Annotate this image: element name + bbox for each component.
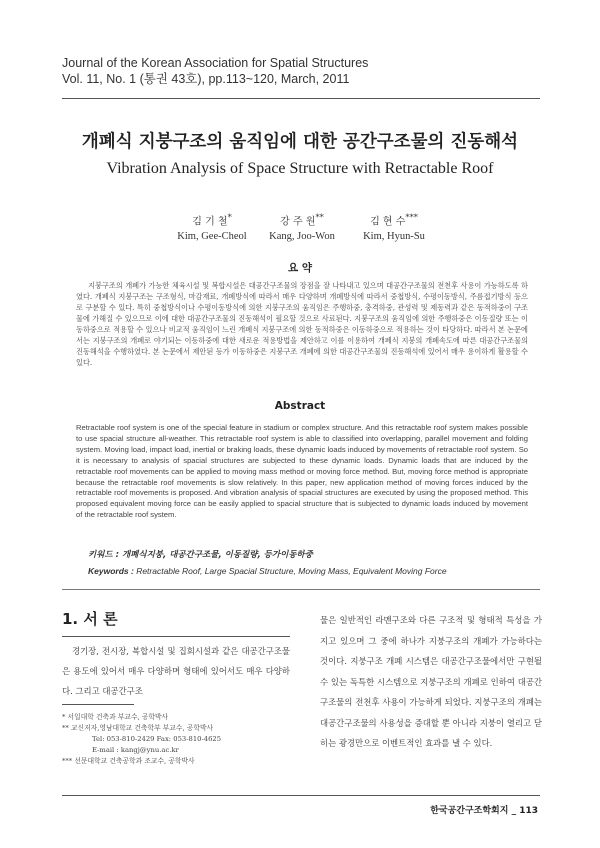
footnote-1: * 서일대학 건축과 부교수, 공학박사: [62, 713, 169, 721]
section-divider: [62, 589, 540, 590]
header-rule: [62, 98, 540, 99]
footnote-2-tel: Tel: 053-810-2429 Fax: 053-810-4625: [92, 735, 222, 743]
author-2-name-ko: 강 주 원: [280, 216, 316, 228]
keywords-block: [88, 547, 538, 579]
abstract-korean: 지붕구조의 개폐가 가능한 체육시설 및 복합시설은 대공간구조물의 장점을 잘 나타내고 있으며 대공간구조물의 전천후 사용이 가능하도록 하였다. 개폐식 지붕구조는 구조형식, 마감재료, 개폐방식에 따라서 매우 다양하며 개폐방식에 따라서 중첩방식, 수평이동방식, 주름접기방식 등으로 구분할 수 있다. 특히 중첩방식이나 수평이동방식에 의한 지붕구조의 움직임은 주행하중, 충격하중, 관성력 및 제동력과 같은 동적하중이 구조물에 가해질 수 있으므로 이에 대한 대공간구조물의 진동해석이 필요할 것으로 사료된다. 지붕구조의 움직임에 의한 주행하중은 이동질량 또는 이동하중으로 적용할 수 있으나 비교적 움직임이 느린 개폐식 지붕구조에 의한 동적하중은 이동하중으로 적용하는 것이 타당하다. 따라서 본 논문에서는 지붕구조의 개폐로 야기되는 이동하중에 대한 새로운 적용방법을 제안하고 이를 이용하여 개폐식 지붕의 개폐속도에 따른 대공간구조물의 진동해석을 수행하였다. 본 논문에서 제안된 등가 이동하중은 지붕구조 개폐에 의한 대공간구조물의 진동해석에 있어서 매우 용이하게 활용할 수 있다.: [76, 281, 528, 367]
keywords-en-label: Keywords :: [88, 566, 137, 576]
author-3-name-ko: 김 현 수: [370, 216, 406, 228]
journal-header: [62, 55, 542, 87]
body-column-right: 물은 일반적인 라멘구조와 다른 구조적 및 형태적 특성을 가지고 있으며 그 중에 하나가 지붕구조의 개폐가 가능하다는 것이다. 지붕구조 개폐 시스템은 대공간구조물에서만 구현될 수 있는 독특한 시스템으로 지붕구조의 개폐로 인하여 대공간구조물의 전천후 사용이 가능하게 되었다. 지붕구조의 개폐는 대공간구조물의 사용성을 증대할 뿐 아니라 지붕이 열리고 닫히는 광경만으로 이벤트적인 효과를 낼 수 있다.: [320, 615, 542, 748]
section-1-heading: 1. 서 론: [62, 610, 118, 628]
abstract-english: Retractable roof system is one of the special feature in stadium or complex structure. And this retractable roof system makes possible to use spacial structure all-weather. This retractable roof system is able to classified into overlapping, parallel movement and folding system. Moving load, impact load, inertial or braking loads, these dynamic loads induced by movements of retractable roof system. So it is necessary to analysis of spacial structures are subjected to these dynamic loads. Dynamic loads that are induced by the retractable roof movements can be applied to moving mass method or moving force method. But, moving force method is appropriate because the retractable roof movements is slow relatively. In this paper, new application method of moving forces induced by the retractable roof movements is proposed. And vibration analysis of spacial structures are executed by using the proposed method. This proposed equivalent moving force can be easily applied to spacial structure that is subjected to dynamic loads induced by movement of the retractable roof system.: [76, 423, 528, 520]
author-3: [334, 210, 454, 244]
footnote-2-email: E-mail : kangj@ynu.ac.kr: [92, 746, 179, 754]
keywords-english: [88, 563, 538, 579]
journal-citation: Vol. 11, No. 1 (통권 43호), pp.113~120, March, 2011: [62, 72, 350, 86]
abstract-en-heading: Abstract: [274, 400, 326, 412]
page-footer: 한국공간구조학회지 _ 113: [430, 806, 538, 816]
author-list: [0, 210, 600, 246]
title-english: Vibration Analysis of Space Structure with Retractable Roof: [106, 160, 494, 177]
keywords-ko-values: 개폐식지붕, 대공간구조물, 이동질량, 등가이동하중: [121, 550, 313, 560]
body-column-left: 경기장, 전시장, 복합시설 및 집회시설과 같은 대공간구조물은 용도에 있어서 매우 다양하며 형태에 있어서도 매우 다양하다. 그리고 대공간구조: [62, 646, 290, 696]
footnote-rule: [62, 704, 134, 705]
author-1-mark: *: [227, 212, 232, 222]
author-3-name-en: Kim, Hyun-Su: [363, 231, 425, 243]
author-2-name-en: Kang, Joo-Won: [269, 231, 335, 243]
section-heading-rule: [62, 636, 290, 637]
author-1-name-ko: 김 기 철: [192, 216, 228, 228]
footnote-3: *** 선문대학교 건축공학과 조교수, 공학박사: [62, 757, 195, 765]
abstract-ko-heading: 요 약: [288, 262, 312, 274]
journal-name: Journal of the Korean Association for Spatial Structures: [62, 56, 369, 70]
title-korean: 개폐식 지붕구조의 움직임에 대한 공간구조물의 진동해석: [81, 132, 519, 152]
author-3-mark: ***: [405, 212, 418, 222]
author-2-mark: **: [315, 212, 324, 222]
footnote-2: ** 교신저자,영남대학교 건축학부 부교수, 공학박사: [62, 724, 214, 732]
keywords-ko-label: 키워드 :: [88, 550, 122, 560]
keywords-korean: [88, 547, 538, 563]
footnotes: [62, 712, 292, 767]
keywords-en-values: Retractable Roof, Large Spacial Structure, Moving Mass, Equivalent Moving Force: [136, 566, 447, 576]
footer-rule: [62, 795, 540, 796]
author-1-name-en: Kim, Gee-Cheol: [177, 231, 247, 243]
